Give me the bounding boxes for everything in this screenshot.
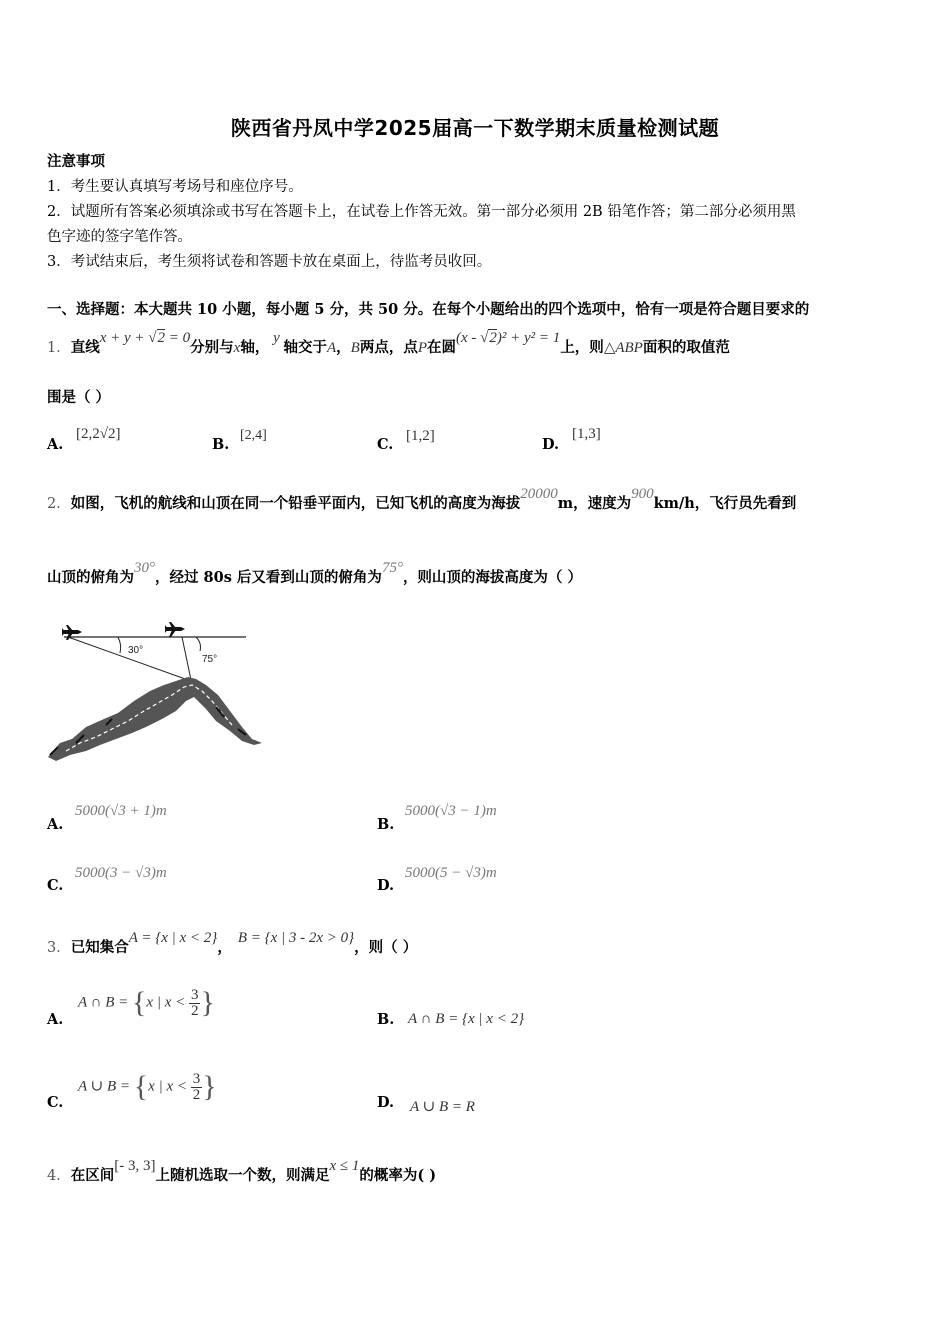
q1-text-9: 面积的取值范 <box>642 339 730 356</box>
notice-item-2b: 色字迹的签字笔作答。 <box>47 229 192 245</box>
q2-text-4: 山顶的俯角为 <box>47 569 134 586</box>
q1-text-6: 两点，点 <box>359 339 418 356</box>
q3-option-b-label: B. <box>377 1011 395 1028</box>
notice-heading: 注意事项 <box>47 153 105 170</box>
notice-item-2a: 2．试题所有答案必须填涂或书写在答题卡上，在试卷上作答无效。第一部分必须用 2B 铅笔作答；第二部分必须用黑 <box>47 204 796 220</box>
q2-text-3: km/h，飞行员先看到 <box>653 495 797 512</box>
q2-option-b-label: B. <box>377 816 395 833</box>
q1-circle-eq: (x - √2)² + y² = 1 <box>456 330 561 346</box>
q3-option-a-label: A. <box>47 1011 64 1028</box>
q2-angle-1: 30° <box>134 560 155 576</box>
q4-text-1: 在区间 <box>70 1167 115 1184</box>
q1-option-a-label: A. <box>47 436 64 453</box>
q4-interval: [- 3, 3] <box>114 1158 156 1174</box>
q3-option-c: A ∪ B = {x | x < $\frac{3}{2}$ } <box>78 1070 217 1103</box>
q3-comma: ， <box>217 939 232 956</box>
q1-option-c-label: C. <box>377 436 394 453</box>
question-1 <box>47 330 730 360</box>
q4-number: 4． <box>47 1168 71 1184</box>
section-heading: 一、选择题：本大题共 10 小题，每小题 5 分，共 50 分。在每个小题给出的四个选项中，恰有一项是符合题目要求的 <box>47 301 810 318</box>
q1-triangle: △ABP <box>603 340 643 356</box>
q1-text-3: 轴， <box>240 339 270 356</box>
q2-speed: 900 <box>631 486 654 502</box>
q1-option-a: [2,2√2] <box>76 426 121 442</box>
q2-option-a-label: A. <box>47 816 64 833</box>
mountain-figure <box>46 615 268 765</box>
sightline-1 <box>68 637 188 680</box>
q1-option-d-label: D. <box>542 436 560 453</box>
q1-line-2: 围是（ ） <box>47 389 111 406</box>
q4-text-2: 上随机选取一个数，则满足 <box>155 1167 330 1184</box>
q1-y: y <box>269 330 284 346</box>
sightline-2 <box>182 637 191 680</box>
figure-angle-30: 30° <box>128 645 144 656</box>
q3-option-b: A ∩ B = {x | x < 2} <box>408 1011 525 1027</box>
q2-text-5: ，经过 80s 后又看到山顶的俯角为 <box>155 569 382 586</box>
q3-set-a: A = {x | x < 2} <box>128 930 218 946</box>
question-2-line-1 <box>47 486 797 516</box>
q2-option-c-label: C. <box>47 877 64 894</box>
question-4 <box>47 1158 437 1188</box>
q3-option-c-label: C. <box>47 1094 64 1111</box>
q4-condition: x ≤ 1 <box>329 1158 360 1174</box>
q2-text-2: m，速度为 <box>557 495 632 512</box>
q1-option-b-label: B. <box>212 436 230 453</box>
mountain-shape <box>48 677 262 761</box>
q1-point-p: P <box>417 340 428 356</box>
q1-text-1: 直线 <box>70 339 100 356</box>
q2-option-c: 5000(3 − √3)m <box>75 865 167 881</box>
q1-text-8: 上，则 <box>560 339 604 356</box>
notice-item-3: 3．考试结束后，考生须将试卷和答题卡放在桌面上，待监考员收回。 <box>47 254 492 270</box>
q3-c-set: x | x < <box>148 1078 187 1095</box>
q3-c-fraction: $\frac{3}{2}$ <box>192 1070 201 1103</box>
q2-option-d-label: D. <box>377 877 395 894</box>
airplane-icon-2 <box>165 622 185 637</box>
q2-option-b: 5000(√3 − 1)m <box>405 803 497 819</box>
q2-angle-2: 75° <box>381 560 403 576</box>
q1-line-eq: x + y + √2 = 0 <box>99 330 191 346</box>
q4-text-3: 的概率为( ) <box>359 1167 437 1184</box>
q1-point-b: B <box>350 340 360 356</box>
q1-option-b: [2,4] <box>240 428 267 443</box>
q3-text-2: ，则（ ） <box>354 939 418 956</box>
q2-text-6: ，则山顶的海拔高度为（ ） <box>402 569 582 586</box>
question-3 <box>47 930 418 960</box>
q1-number: 1． <box>47 340 71 356</box>
q3-a-prefix: A ∩ B = <box>78 994 129 1011</box>
q3-set-b: B = {x | 3 - 2x > 0} <box>237 930 355 946</box>
q1-point-a: A <box>327 340 337 356</box>
q1-option-c: [1,2] <box>406 428 435 444</box>
q3-a-set: x | x < <box>146 994 186 1011</box>
q1-text-7: 在圆 <box>427 339 457 356</box>
q3-option-d: A ∪ B = R <box>410 1099 475 1115</box>
q2-text-1: 如图，飞机的航线和山顶在同一个铅垂平面内，已知飞机的高度为海拔 <box>70 495 521 512</box>
q2-height: 20000 <box>520 486 558 502</box>
q2-option-d: 5000(5 − √3)m <box>405 865 497 881</box>
q1-text-4: 轴交于 <box>283 339 327 356</box>
q3-a-fraction: $\frac{3}{2}$ <box>190 986 199 1019</box>
figure-angle-75: 75° <box>202 654 218 665</box>
q3-text-1: 已知集合 <box>70 939 129 956</box>
q1-text-2: 分别与 <box>190 339 234 356</box>
q1-x: x <box>233 340 241 356</box>
page-title: 陕西省丹凤中学2025届高一下数学期末质量检测试题 <box>230 116 720 140</box>
q3-c-prefix: A ∪ B = <box>78 1078 130 1095</box>
q1-text-5: ， <box>336 339 351 356</box>
q2-option-a: 5000(√3 + 1)m <box>75 803 167 819</box>
airplane-icon-1 <box>62 625 82 640</box>
notice-item-1: 1．考生要认真填写考场号和座位序号。 <box>47 179 303 195</box>
q1-option-d: [1,3] <box>572 426 601 442</box>
q3-option-a: A ∩ B = {x | x < $\frac{3}{2}$ } <box>78 986 215 1019</box>
q2-number: 2． <box>47 496 71 512</box>
q3-number: 3． <box>47 940 71 956</box>
q3-option-d-label: D. <box>377 1094 395 1111</box>
question-2-line-2 <box>47 560 582 590</box>
